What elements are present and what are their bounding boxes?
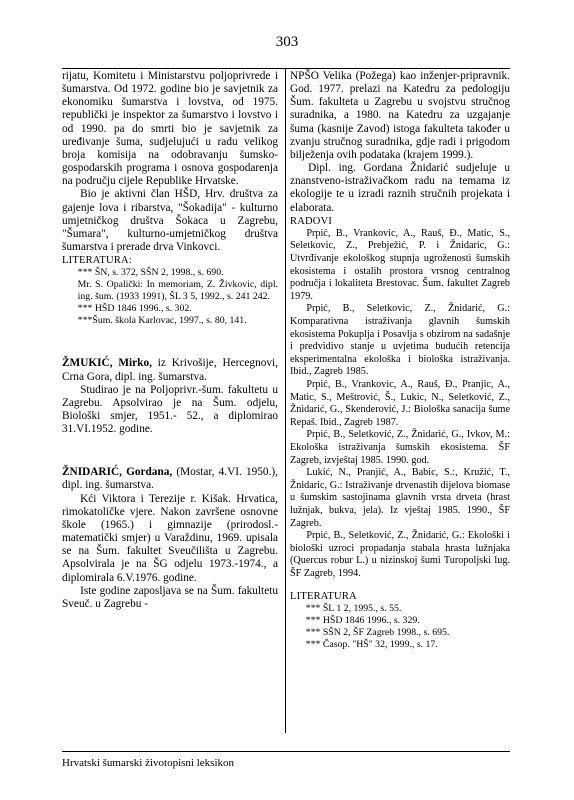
- entry-body: Studirao je na Poljoprivr.-šum. fakultetu u Zagrebu. Apsolvirao je na Šum. odjelu, Biološki smjer, 1951.- 52., a diplomirao 31.VI.1952. godine.: [62, 383, 278, 436]
- bio-paragraph: Bio je aktivni član HŠD, Hrv. društva za gajenje lova i ribarstva, "Šokadija" - kulturno umjetničkog društva Šokaca u Zagrebu, "Šumara", kulturno-umjetničkog društva šumarstva i prerade drva Vinkovci.: [62, 188, 278, 254]
- bio-paragraph: NPŠO Velika (Požega) kao inženjer-pripravnik. God. 1977. prelazi na Katedru za pedologiju Šum. fakulteta u Zagrebu u svojstvu stručnog suradnika, a 1980. na Katedru za uzgajanje šuma (kasnije Zavod) istoga fakulteta također u zvanju stručnog suradnika, gdje radi i prigodom bilježenja ovih podataka (krajem 1999.).: [290, 70, 510, 161]
- entry-zmukic: [62, 357, 278, 383]
- entry-body: Kći Viktora i Terezije r. Kišak. Hrvatica, rimokatoličke vjere. Nakon završene osnovne škole (1965.) i gimnazije (prirodosl.-matematički smjer) u Varaždinu, 1969. upisala se na Šum. fakultet Sveučilišta u Zagrebu. Apsolvirala je na ŠG odjelu 1973.-1974., a diplomirala 6.V.1976. godine.: [62, 492, 278, 584]
- work-item: Prpić, B., Seletković, Z., Žnidarić, G.: Ekološki i biološki uzroci propadanja stabala hrasta lužnjaka (Quercus robur L.) u nizinskoj šumi Turopoljski lug. ŠF Zagreb, 1994.: [290, 530, 510, 579]
- work-item: Prpić, B., Vrankovic, A., Rauš, Đ., Matic, S., Seletkovic, Z., Prebježić, P. i Žnidaric, G.: Utvrđivanje ekološkog stupnja ugroženosti šumskih ekosistema i ostalih prostora vrsnog centralnog područja i lokaliteta Brestovac. Šum. fakultet Zagreb 1979.: [290, 227, 510, 302]
- entry-name: ŽMUKIĆ, Mirko,: [62, 357, 152, 370]
- entry-spacer: [62, 436, 278, 466]
- work-item: Prpić, B., Vrankovic, A., Rauš, Đ., Pranjic, A., Matic, S., Meštrović, Š., Lukic, N., Seletković, Z., Žnidarić, G., Skenderović, J.: Biološka sanacija šume Repaš. Ibid., Zagreb 1987.: [290, 379, 510, 428]
- bio-paragraph: Dipl. ing. Gordana Žnidarić sudjeluje u znanstveno-istraživačkom radu na temama iz ekologije te u izradi raznih stručnih projekata i elaborata.: [290, 162, 510, 214]
- entry-spacer: [62, 327, 278, 357]
- literature-item: *** ŠN, s. 372, SŠN 2, 1998., s. 690.: [77, 267, 224, 279]
- literature-item: *** Časop. "HŠ" 32, 1999., s. 17.: [305, 638, 438, 650]
- bio-paragraph: rijatu, Komitetu i Ministarstvu poljoprivrede i šumarstva. Od 1972. godine bio je savjetnik za ekonomiku šumarstva i lovstva, od 1975. republički je inspektor za šumarstvo i lovstvo i od 1990. pa do smrti bio je savjetnik za uređivanje šuma, sudjelujući u radu velikog broja komisija na odobravanju šumsko-gospodarskih programa i osnova gospodarenja na području cijele Republike Hrvatske.: [62, 70, 278, 188]
- bottom-rule: [62, 751, 510, 752]
- entry-lead: (Mostar, 4.VI. 1950.), dipl. ing. šumarstva.: [62, 466, 278, 492]
- entry-body: Iste godine zaposljava se na Šum. fakultetu Sveuč. u Zagrebu -: [62, 584, 278, 610]
- work-item: Lukić, N., Pranjić, A., Babic, S.:, Kružić, T., Žnidaric, G.: Istraživanje drvenastih dijelova biomase u šumskim sastojinama glavnih vrsta drveta (hrast lužnjak, bukva, jela). Iz vještaj 1985. 1990., ŠF Zagreb.: [290, 467, 510, 529]
- footer-title: Hrvatski šumarski životopisni leksikon: [62, 757, 235, 769]
- work-item: Prpić, B., Seletković, Z., Žnidarić, G., Ivkov, M.: Ekološka istraživanja šumskih ekosistema. ŠF Zagreb, izvještaj 1985. 1990. god.: [290, 429, 510, 466]
- entry-znidaric: [62, 466, 278, 492]
- top-rule: [62, 68, 510, 69]
- literature-item: *** HŠD 1846 1996., s. 329.: [305, 614, 420, 626]
- literature-heading: LITERATURA:: [62, 255, 132, 267]
- literature-item: *** SŠN 2, ŠF Zagreb 1998., s. 695.: [305, 626, 450, 638]
- entry-name: ŽNIDARIĆ, Gordana,: [62, 466, 173, 479]
- literature-heading: LITERATURA: [290, 590, 357, 602]
- literature-item: *** ŠL 1 2, 1995., s. 55.: [305, 602, 402, 614]
- column-divider: [285, 68, 286, 733]
- entry-lead: iz Krivošije, Hercegnovi, Crna Gora, dipl. ing. šumarstva.: [62, 357, 278, 383]
- works-heading: RADOVI: [290, 215, 333, 227]
- literature-item: ***Šum. škola Karlovac, 1997., s. 80, 141.: [77, 315, 247, 327]
- literature-item: Mr. S. Opalički: In memoriam, Z. Živkovic, dipl. ing. šum. (1933 1991), ŠL 3 5, 1992., s. 241 242.: [77, 279, 278, 303]
- section-spacer: [290, 581, 510, 590]
- right-column: [290, 70, 510, 651]
- page-number: 303: [275, 34, 299, 50]
- left-column: [62, 70, 278, 611]
- literature-item: *** HŠD 1846 1996., s. 302.: [77, 303, 192, 315]
- work-item: Prpić, B., Seletkovic, Z., Žnidarić, G.: Komparativna istraživanja glavnih šumskih ekosistema Pokuplja i Posavlja s obzirom na sadašnje i predvidivo stanje u uvjetima budućih retencija eksperimentalna ekološka i biološka istraživanja. Ibid., Zagreb 1985.: [290, 303, 510, 378]
